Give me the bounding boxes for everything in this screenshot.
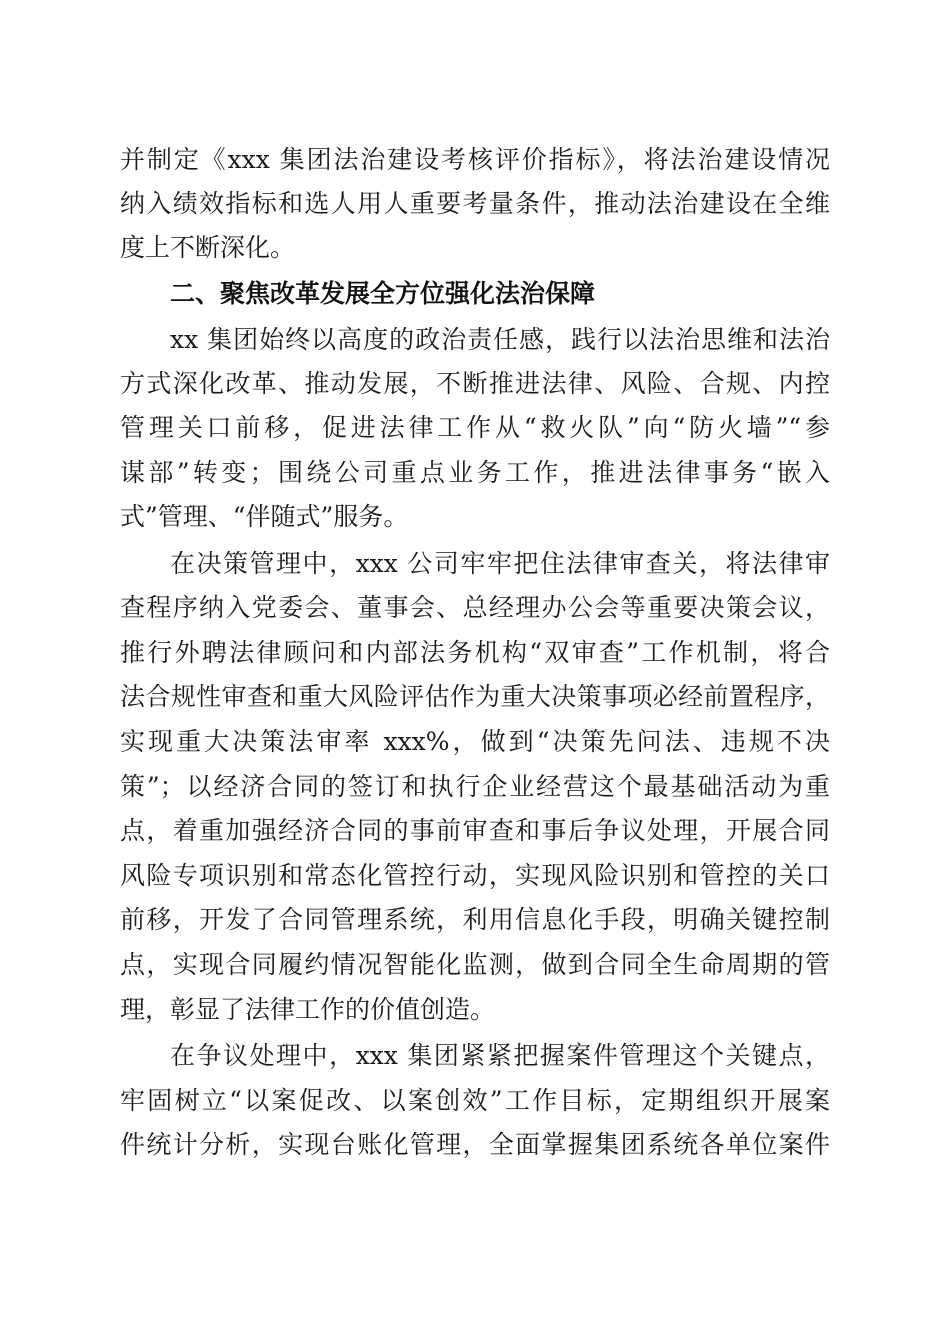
paragraph-line: 方式深化改革、推动发展，不断推进法律、风险、合规、内控 [120,369,830,398]
section-heading: 二、聚焦改革发展全方位强化法治保障 [170,279,596,308]
paragraph-line: 点，实现合同履约情况智能化监测，做到合同全生命周期的管 [120,950,830,979]
paragraph-line: 查程序纳入党委会、董事会、总经理办公会等重要决策会议， [120,593,830,622]
paragraph-line: xx 集团始终以高度的政治责任感，践行以法治思维和法治 [170,325,830,354]
paragraph-line: 点，着重加强经济合同的事前审查和事后争议处理，开展合同 [120,816,830,845]
paragraph-line: 法合规性审查和重大风险评估作为重大决策事项必经前置程序， [120,682,830,711]
paragraph-line: 理，彰显了法律工作的价值创造。 [120,995,496,1024]
paragraph-line: 并制定《xxx 集团法治建设考核评价指标》，将法治建设情况 [120,145,830,174]
paragraph-line: 式”管理、“伴随式”服务。 [120,502,409,531]
paragraph-line: 度上不断深化。 [120,233,296,262]
paragraph-line: 推行外聘法律顾问和内部法务机构“双审查”工作机制，将合 [120,638,830,667]
paragraph-line: 实现重大决策法审率 xxx%，做到“决策先问法、违规不决 [120,727,830,756]
paragraph-line: 在争议处理中，xxx 集团紧紧把握案件管理这个关键点， [170,1041,830,1070]
paragraph-line: 在决策管理中，xxx 公司牢牢把住法律审查关，将法律审 [170,549,830,578]
paragraph-line: 策”；以经济合同的签订和执行企业经营这个最基础活动为重 [120,772,830,801]
paragraph-line: 前移，开发了合同管理系统，利用信息化手段，明确关键控制 [120,905,830,934]
paragraph-line: 件统计分析，实现台账化管理，全面掌握集团系统各单位案件 [120,1130,830,1159]
paragraph-line: 牢固树立“以案促改、以案创效”工作目标，定期组织开展案 [120,1086,830,1115]
paragraph-line: 纳入绩效指标和选人用人重要考量条件，推动法治建设在全维 [120,189,830,218]
paragraph-line: 管理关口前移，促进法律工作从“救火队”向“防火墙”“参 [120,413,830,442]
paragraph-line: 谋部”转变；围绕公司重点业务工作，推进法律事务“嵌入 [120,458,830,487]
paragraph-line: 风险专项识别和常态化管控行动，实现风险识别和管控的关口 [120,861,830,890]
